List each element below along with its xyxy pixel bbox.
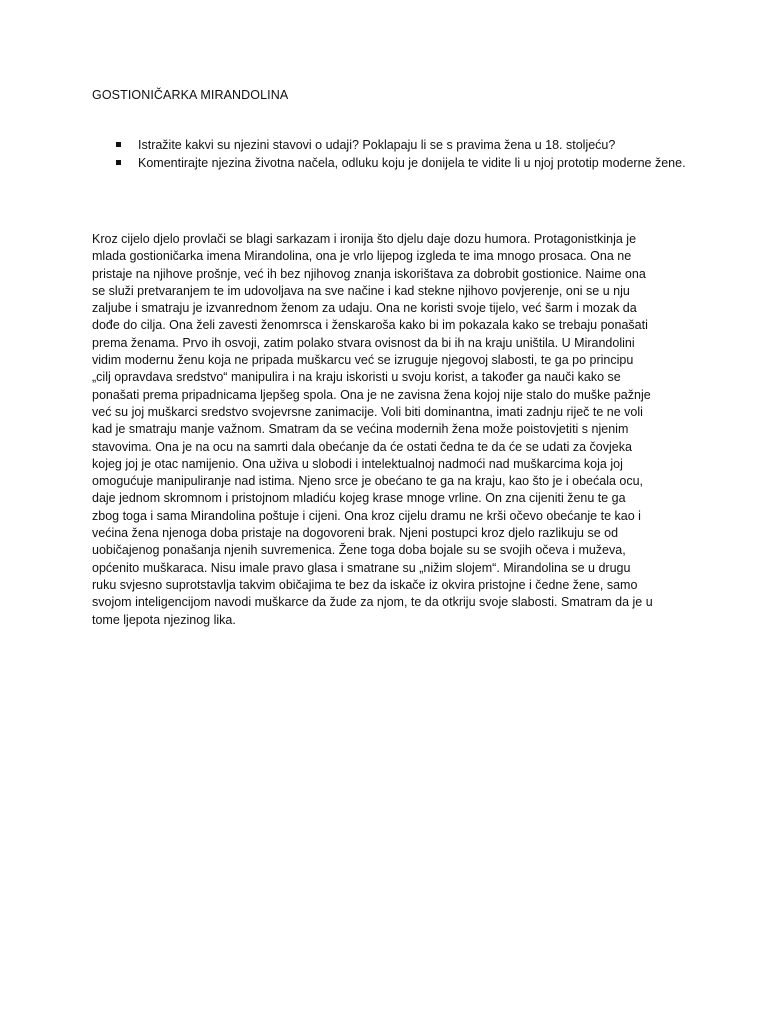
question-text: Istražite kakvi su njezini stavovi o udaji? Poklapaju li se s pravima žena u 18. stoljeću? xyxy=(138,138,616,152)
paragraph-line: zbog toga i sama Mirandolina poštuje i cijeni. Ona kroz cijelu dramu ne krši očevo obećanje te kao i xyxy=(92,508,641,523)
paragraph-line: „cilj opravdava sredstvo“ manipulira i na kraju iskoristi u svoju korist, a također ga nauči kako se xyxy=(92,370,621,385)
paragraph-line: vidim modernu ženu koja ne pripada muškarcu već se izruguje njegovoj slabosti, te ga po principu xyxy=(92,353,634,368)
square-bullet-icon xyxy=(116,160,121,165)
question-list xyxy=(92,137,692,173)
paragraph-line: općenito muškaraca. Nisu imale pravo glasa i smatrane su „nižim slojem“. Mirandolina se u drugu xyxy=(92,560,631,575)
paragraph-line: ruku svjesno suprotstavlja takvim običajima te bez da iskače iz okvira pristojne i čedne žene, samo xyxy=(92,577,638,592)
essay-paragraph xyxy=(92,231,677,629)
paragraph-line: daje jednom skromnom i pristojnom mladiću kojeg krase mnoge vrline. On zna cijeniti ženu te ga xyxy=(92,491,626,506)
paragraph-line: kad je smatraju manje važnom. Smatram da se većina modernih žena može poistovjetiti s njenim xyxy=(92,422,629,437)
paragraph-line: svojom inteligencijom navodi muškarce da žude za njom, te da otkriju svoje slabosti. Smatram da je u xyxy=(92,595,653,610)
paragraph-line: omogućuje manipuliranje nad istima. Njeno srce je obećano te ga na kraju, kao što je i obećala ocu, xyxy=(92,474,644,489)
paragraph-line: dođe do cilja. Ona želi zavesti ženomrsca i ženskaroša kako bi im pokazala kako se trebaju ponašati xyxy=(92,318,648,333)
paragraph-line: stavovima. Ona je na ocu na samrti dala obećanje da će ostati čedna te da će se udati za čovjeka xyxy=(92,439,632,454)
paragraph-line: već su joj muškarci sredstvo svojevrsne zanimacije. Voli biti dominantna, imati zadnju riječ te ne voli xyxy=(92,404,643,419)
paragraph-line: ponašati prema pripadnicama ljepšeg spola. Ona je ne zavisna žena kojoj nije stalo do muške pažnje xyxy=(92,387,651,402)
paragraph-line: tome ljepota njezinog lika. xyxy=(92,612,236,627)
paragraph-line: kojeg joj je otac namijenio. Ona uživa u slobodi i intelektualnoj nadmoći nad muškarcima koja joj xyxy=(92,456,623,471)
list-item xyxy=(92,155,692,172)
paragraph-line: zaljube i smatraju je izvanrednom ženom za udaju. Ona ne koristi svoje tijelo, već šarm i mozak da xyxy=(92,301,637,316)
square-bullet-icon xyxy=(116,142,121,147)
paragraph-line: većina žena njenoga doba pristaje na dogovoreni brak. Njeni postupci kroz djelo razlikuju se od xyxy=(92,526,619,541)
paragraph-line: Kroz cijelo djelo provlači se blagi sarkazam i ironija što djelu daje dozu humora. Protagonistkinja je xyxy=(92,232,637,246)
paragraph-line: pristaje na njihove prošnje, već ih bez njihovog znanja iskorištava za dobrobit gostionice. Naime ona xyxy=(92,266,646,281)
paragraph-line: mlada gostioničarka imena Mirandolina, ona je vrlo lijepog izgleda te ima mnogo prosaca. Ona ne xyxy=(92,249,632,264)
paragraph-line: prema ženama. Prvo ih osvoji, zatim polako stvara ovisnost da bi ih na kraju uništila. U Mirandolini xyxy=(92,335,635,350)
document-title: GOSTIONIČARKA MIRANDOLINA xyxy=(92,88,289,102)
list-item xyxy=(92,137,692,154)
question-text: Komentirajte njezina životna načela, odluku koju je donijela te vidite li u njoj prototip moderne žene. xyxy=(138,156,686,170)
paragraph-line: uobičajenog ponašanja njenih suvremenica. Žene toga doba bojale su se svojih očeva i muževa, xyxy=(92,543,626,558)
paragraph-line: se služi pretvaranjem te im udovoljava na sve načine i kad stekne njihovo povjerenje, oni se u nju xyxy=(92,283,630,298)
